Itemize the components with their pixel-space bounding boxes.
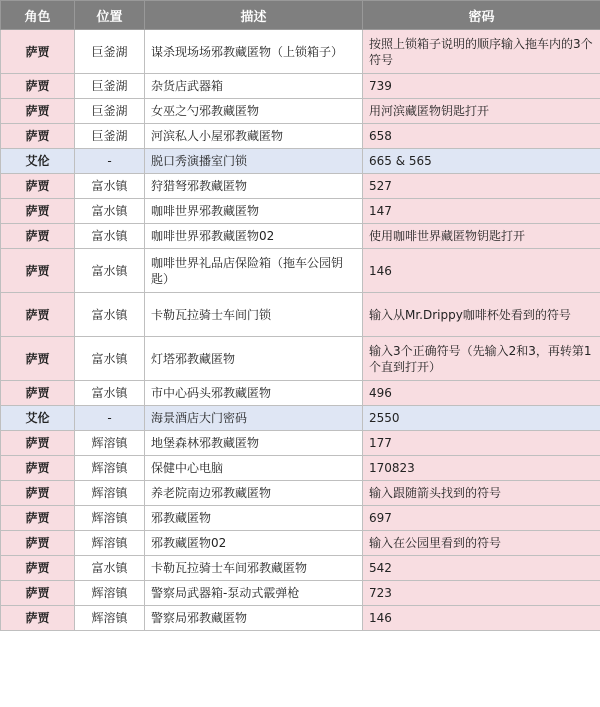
code-cell: 用河滨藏匿物钥匙打开	[363, 99, 600, 124]
table-row	[1, 506, 600, 531]
table-row	[1, 456, 600, 481]
code-cell: 146	[363, 249, 600, 293]
location-cell: -	[75, 149, 145, 174]
table-row	[1, 249, 600, 293]
table-row	[1, 481, 600, 506]
role-cell: 萨贾	[1, 481, 75, 506]
role-cell: 萨贾	[1, 30, 75, 74]
description-cell: 咖啡世界邪教藏匿物02	[145, 224, 363, 249]
description-cell: 灯塔邪教藏匿物	[145, 337, 363, 381]
role-cell: 萨贾	[1, 99, 75, 124]
description-cell: 卡勒瓦拉骑士车间邪教藏匿物	[145, 556, 363, 581]
code-cell: 使用咖啡世界藏匿物钥匙打开	[363, 224, 600, 249]
location-cell: 巨釜湖	[75, 74, 145, 99]
location-cell: 巨釜湖	[75, 30, 145, 74]
location-cell: 巨釜湖	[75, 99, 145, 124]
role-cell: 萨贾	[1, 337, 75, 381]
table-row	[1, 431, 600, 456]
role-cell: 萨贾	[1, 556, 75, 581]
location-cell: 富水镇	[75, 199, 145, 224]
code-cell: 输入3个正确符号（先输入2和3，再转第1个直到打开）	[363, 337, 600, 381]
table-header-row	[1, 1, 600, 30]
location-cell: 富水镇	[75, 224, 145, 249]
table-row	[1, 124, 600, 149]
location-cell: 辉溶镇	[75, 456, 145, 481]
role-cell: 萨贾	[1, 74, 75, 99]
code-cell: 170823	[363, 456, 600, 481]
code-cell: 输入跟随箭头找到的符号	[363, 481, 600, 506]
location-cell: 富水镇	[75, 556, 145, 581]
code-cell: 723	[363, 581, 600, 606]
code-cell: 527	[363, 174, 600, 199]
description-cell: 邪教藏匿物02	[145, 531, 363, 556]
code-cell: 147	[363, 199, 600, 224]
description-cell: 女巫之勺邪教藏匿物	[145, 99, 363, 124]
description-cell: 杂货店武器箱	[145, 74, 363, 99]
header-code: 密码	[363, 1, 600, 30]
location-cell: 富水镇	[75, 381, 145, 406]
role-cell: 萨贾	[1, 581, 75, 606]
role-cell: 萨贾	[1, 124, 75, 149]
description-cell: 狩猎弩邪教藏匿物	[145, 174, 363, 199]
table-row	[1, 224, 600, 249]
location-cell: 辉溶镇	[75, 581, 145, 606]
role-cell: 萨贾	[1, 606, 75, 631]
location-cell: 富水镇	[75, 249, 145, 293]
location-cell: 辉溶镇	[75, 431, 145, 456]
code-cell: 542	[363, 556, 600, 581]
location-cell: 辉溶镇	[75, 606, 145, 631]
code-cell: 177	[363, 431, 600, 456]
table-row	[1, 293, 600, 337]
code-cell: 按照上锁箱子说明的顺序输入拖车内的3个符号	[363, 30, 600, 74]
table-row	[1, 606, 600, 631]
role-cell: 萨贾	[1, 531, 75, 556]
table-row	[1, 381, 600, 406]
description-cell: 警察局武器箱-泵动式霰弹枪	[145, 581, 363, 606]
header-location: 位置	[75, 1, 145, 30]
table-row	[1, 556, 600, 581]
code-cell: 输入在公园里看到的符号	[363, 531, 600, 556]
description-cell: 咖啡世界邪教藏匿物	[145, 199, 363, 224]
table-row	[1, 406, 600, 431]
role-cell: 萨贾	[1, 293, 75, 337]
description-cell: 市中心码头邪教藏匿物	[145, 381, 363, 406]
location-cell: 巨釜湖	[75, 124, 145, 149]
code-cell: 146	[363, 606, 600, 631]
location-cell: 辉溶镇	[75, 481, 145, 506]
code-cell: 739	[363, 74, 600, 99]
location-cell: 富水镇	[75, 293, 145, 337]
role-cell: 萨贾	[1, 456, 75, 481]
description-cell: 邪教藏匿物	[145, 506, 363, 531]
location-cell: 富水镇	[75, 174, 145, 199]
table-row	[1, 199, 600, 224]
table-row	[1, 337, 600, 381]
header-role: 角色	[1, 1, 75, 30]
role-cell: 萨贾	[1, 174, 75, 199]
role-cell: 萨贾	[1, 431, 75, 456]
location-cell: -	[75, 406, 145, 431]
code-cell: 496	[363, 381, 600, 406]
description-cell: 咖啡世界礼品店保险箱（拖车公园钥匙）	[145, 249, 363, 293]
table-row	[1, 149, 600, 174]
role-cell: 艾伦	[1, 406, 75, 431]
description-cell: 河滨私人小屋邪教藏匿物	[145, 124, 363, 149]
location-cell: 辉溶镇	[75, 531, 145, 556]
role-cell: 萨贾	[1, 199, 75, 224]
table-row	[1, 74, 600, 99]
role-cell: 萨贾	[1, 249, 75, 293]
location-cell: 富水镇	[75, 337, 145, 381]
role-cell: 萨贾	[1, 381, 75, 406]
table-row	[1, 581, 600, 606]
role-cell: 萨贾	[1, 506, 75, 531]
header-description: 描述	[145, 1, 363, 30]
table-row	[1, 30, 600, 74]
location-cell: 辉溶镇	[75, 506, 145, 531]
description-cell: 脱口秀演播室门锁	[145, 149, 363, 174]
table-row	[1, 174, 600, 199]
description-cell: 警察局邪教藏匿物	[145, 606, 363, 631]
code-cell: 输入从Mr.Drippy咖啡杯处看到的符号	[363, 293, 600, 337]
code-cell: 697	[363, 506, 600, 531]
code-cell: 2550	[363, 406, 600, 431]
description-cell: 养老院南边邪教藏匿物	[145, 481, 363, 506]
code-cell: 658	[363, 124, 600, 149]
table-row	[1, 99, 600, 124]
role-cell: 艾伦	[1, 149, 75, 174]
table-row	[1, 531, 600, 556]
description-cell: 海景酒店大门密码	[145, 406, 363, 431]
code-cell: 665 & 565	[363, 149, 600, 174]
description-cell: 卡勒瓦拉骑士车间门锁	[145, 293, 363, 337]
role-cell: 萨贾	[1, 224, 75, 249]
description-cell: 谋杀现场场邪教藏匿物（上锁箱子）	[145, 30, 363, 74]
description-cell: 地堡森林邪教藏匿物	[145, 431, 363, 456]
description-cell: 保健中心电脑	[145, 456, 363, 481]
